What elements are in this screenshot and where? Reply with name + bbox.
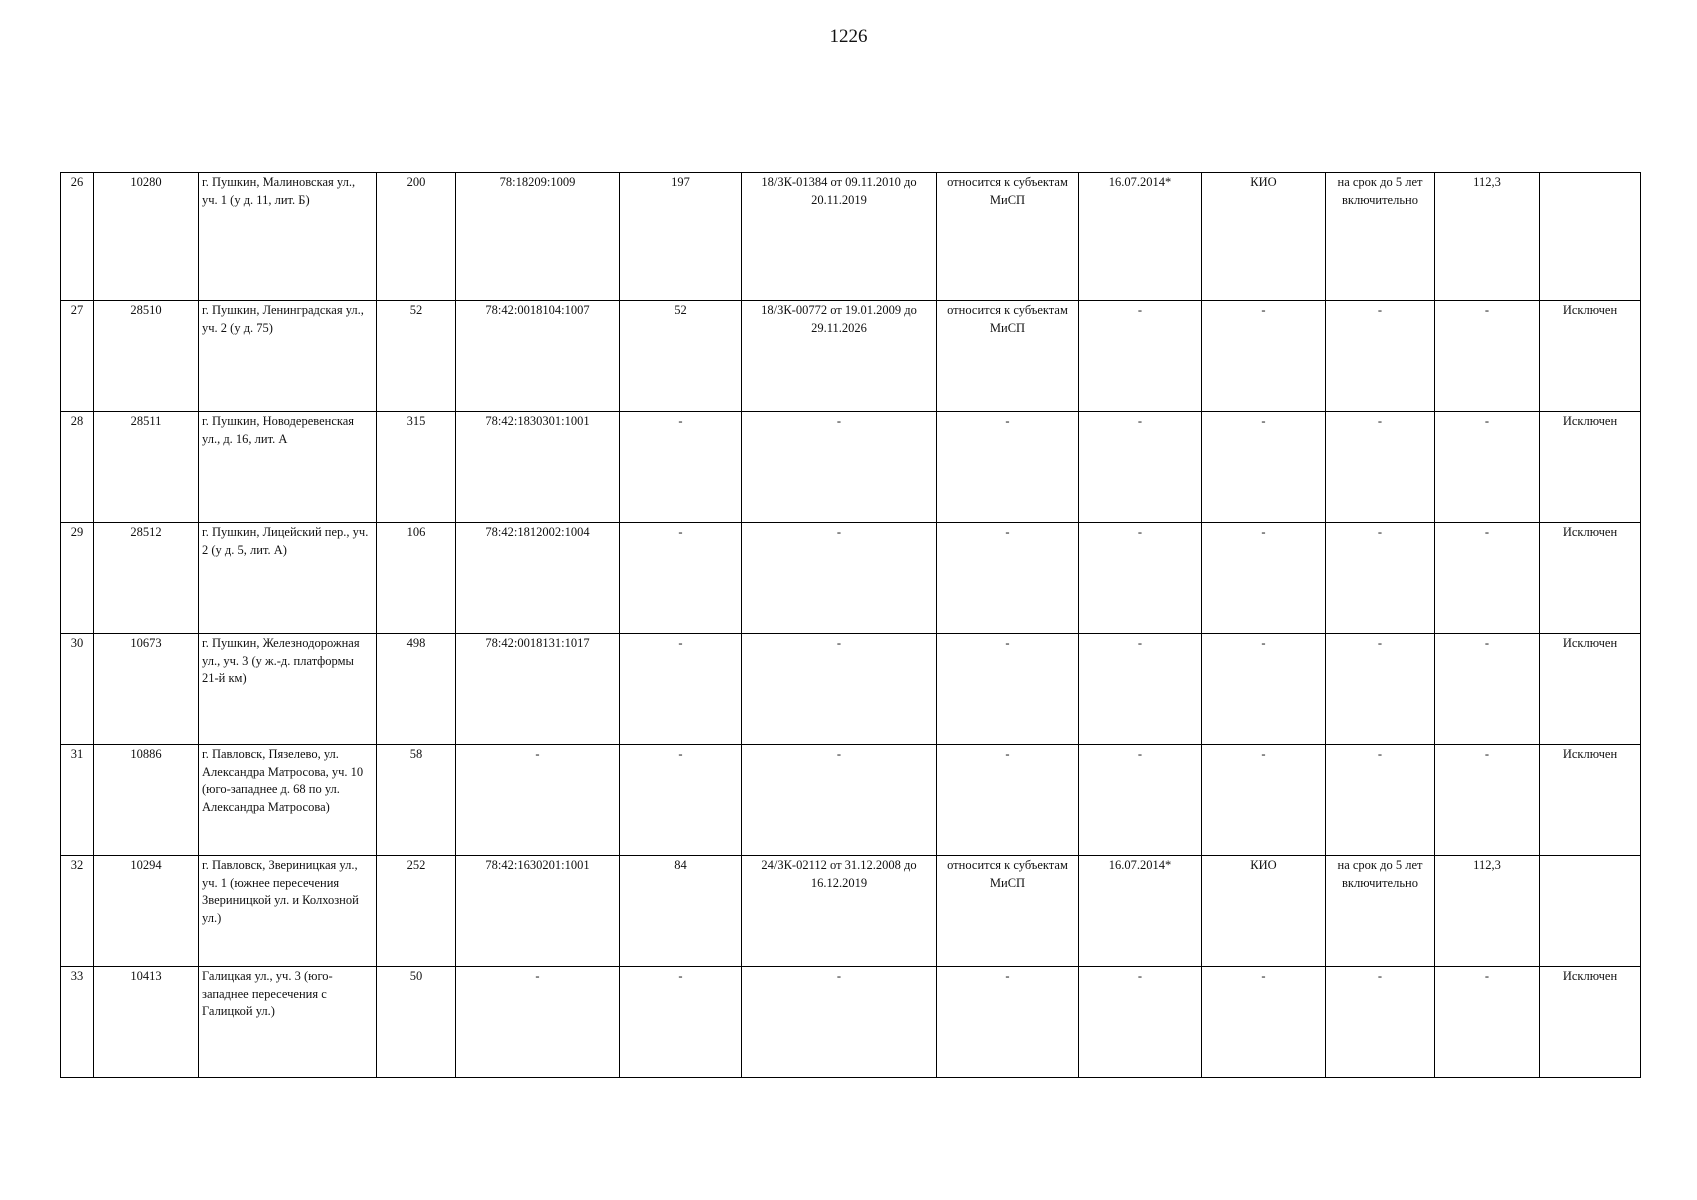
- address-cell: г. Павловск, Пязелево, ул. Александра Матросова, уч. 10 (юго-западнее д. 68 по ул. Александра Матросова): [199, 745, 377, 856]
- date-cell: -: [1079, 523, 1202, 634]
- cadastral-number-cell: 78:18209:1009: [456, 173, 620, 301]
- area-cell: 52: [377, 301, 456, 412]
- object-id-cell: 10413: [94, 967, 199, 1078]
- organization-cell: КИО: [1202, 173, 1326, 301]
- contract-cell: -: [742, 967, 937, 1078]
- term-cell: -: [1326, 412, 1435, 523]
- note-cell: Исключен: [1540, 523, 1641, 634]
- term-cell: -: [1326, 745, 1435, 856]
- note-cell: [1540, 173, 1641, 301]
- term-cell: -: [1326, 301, 1435, 412]
- category-cell: -: [937, 634, 1079, 745]
- leased-area-cell: 84: [620, 856, 742, 967]
- value-cell: -: [1435, 412, 1540, 523]
- organization-cell: -: [1202, 523, 1326, 634]
- table-row: [61, 634, 1641, 745]
- object-id-cell: 28512: [94, 523, 199, 634]
- term-cell: -: [1326, 967, 1435, 1078]
- address-cell: г. Пушкин, Ленинградская ул., уч. 2 (у д. 75): [199, 301, 377, 412]
- note-cell: Исключен: [1540, 745, 1641, 856]
- term-cell: -: [1326, 523, 1435, 634]
- contract-cell: 18/ЗК-00772 от 19.01.2009 до 29.11.2026: [742, 301, 937, 412]
- address-cell: Галицкая ул., уч. 3 (юго-западнее пересечения с Галицкой ул.): [199, 967, 377, 1078]
- leased-area-cell: -: [620, 523, 742, 634]
- table-row: [61, 173, 1641, 301]
- object-id-cell: 10294: [94, 856, 199, 967]
- area-cell: 200: [377, 173, 456, 301]
- leased-area-cell: -: [620, 745, 742, 856]
- cadastral-number-cell: -: [456, 745, 620, 856]
- leased-area-cell: 52: [620, 301, 742, 412]
- value-cell: -: [1435, 745, 1540, 856]
- object-id-cell: 28511: [94, 412, 199, 523]
- leased-area-cell: -: [620, 634, 742, 745]
- note-cell: Исключен: [1540, 301, 1641, 412]
- value-cell: 112,3: [1435, 173, 1540, 301]
- category-cell: относится к субъектам МиСП: [937, 856, 1079, 967]
- object-id-cell: 28510: [94, 301, 199, 412]
- category-cell: -: [937, 412, 1079, 523]
- note-cell: [1540, 856, 1641, 967]
- category-cell: -: [937, 745, 1079, 856]
- leased-area-cell: -: [620, 967, 742, 1078]
- area-cell: 498: [377, 634, 456, 745]
- row-number-cell: 27: [61, 301, 94, 412]
- address-cell: г. Пушкин, Малиновская ул., уч. 1 (у д. 11, лит. Б): [199, 173, 377, 301]
- date-cell: -: [1079, 412, 1202, 523]
- organization-cell: -: [1202, 967, 1326, 1078]
- term-cell: на срок до 5 лет включительно: [1326, 856, 1435, 967]
- value-cell: 112,3: [1435, 856, 1540, 967]
- table-row: [61, 856, 1641, 967]
- row-number-cell: 28: [61, 412, 94, 523]
- category-cell: -: [937, 967, 1079, 1078]
- date-cell: -: [1079, 301, 1202, 412]
- category-cell: относится к субъектам МиСП: [937, 173, 1079, 301]
- table-row: [61, 523, 1641, 634]
- page-number: 1226: [829, 26, 868, 47]
- organization-cell: -: [1202, 634, 1326, 745]
- note-cell: Исключен: [1540, 634, 1641, 745]
- row-number-cell: 30: [61, 634, 94, 745]
- row-number-cell: 31: [61, 745, 94, 856]
- organization-cell: -: [1202, 412, 1326, 523]
- term-cell: -: [1326, 634, 1435, 745]
- date-cell: -: [1079, 634, 1202, 745]
- address-cell: г. Павловск, Звериницкая ул., уч. 1 (южнее пересечения Звериницкой ул. и Колхозной ул.): [199, 856, 377, 967]
- note-cell: Исключен: [1540, 967, 1641, 1078]
- table-body: [61, 173, 1641, 1078]
- table-row: [61, 745, 1641, 856]
- row-number-cell: 33: [61, 967, 94, 1078]
- address-cell: г. Пушкин, Железнодорожная ул., уч. 3 (у ж.-д. платформы 21-й км): [199, 634, 377, 745]
- leased-area-cell: -: [620, 412, 742, 523]
- cadastral-number-cell: -: [456, 967, 620, 1078]
- row-number-cell: 26: [61, 173, 94, 301]
- value-cell: -: [1435, 634, 1540, 745]
- row-number-cell: 32: [61, 856, 94, 967]
- area-cell: 252: [377, 856, 456, 967]
- area-cell: 315: [377, 412, 456, 523]
- table-row: [61, 301, 1641, 412]
- cadastral-number-cell: 78:42:1830301:1001: [456, 412, 620, 523]
- table-row: [61, 967, 1641, 1078]
- address-cell: г. Пушкин, Новодеревенская ул., д. 16, лит. А: [199, 412, 377, 523]
- contract-cell: -: [742, 412, 937, 523]
- contract-cell: -: [742, 634, 937, 745]
- note-cell: Исключен: [1540, 412, 1641, 523]
- area-cell: 106: [377, 523, 456, 634]
- value-cell: -: [1435, 301, 1540, 412]
- contract-cell: -: [742, 745, 937, 856]
- object-id-cell: 10673: [94, 634, 199, 745]
- cadastral-number-cell: 78:42:0018104:1007: [456, 301, 620, 412]
- cadastral-number-cell: 78:42:1630201:1001: [456, 856, 620, 967]
- contract-cell: 24/ЗК-02112 от 31.12.2008 до 16.12.2019: [742, 856, 937, 967]
- row-number-cell: 29: [61, 523, 94, 634]
- date-cell: 16.07.2014*: [1079, 856, 1202, 967]
- area-cell: 50: [377, 967, 456, 1078]
- table-row: [61, 412, 1641, 523]
- contract-cell: -: [742, 523, 937, 634]
- contract-cell: 18/ЗК-01384 от 09.11.2010 до 20.11.2019: [742, 173, 937, 301]
- date-cell: -: [1079, 967, 1202, 1078]
- term-cell: на срок до 5 лет включительно: [1326, 173, 1435, 301]
- leased-area-cell: 197: [620, 173, 742, 301]
- organization-cell: -: [1202, 301, 1326, 412]
- date-cell: 16.07.2014*: [1079, 173, 1202, 301]
- value-cell: -: [1435, 523, 1540, 634]
- land-plots-table: [60, 172, 1641, 1078]
- category-cell: относится к субъектам МиСП: [937, 301, 1079, 412]
- date-cell: -: [1079, 745, 1202, 856]
- organization-cell: КИО: [1202, 856, 1326, 967]
- address-cell: г. Пушкин, Лицейский пер., уч. 2 (у д. 5, лит. А): [199, 523, 377, 634]
- value-cell: -: [1435, 967, 1540, 1078]
- area-cell: 58: [377, 745, 456, 856]
- cadastral-number-cell: 78:42:1812002:1004: [456, 523, 620, 634]
- object-id-cell: 10280: [94, 173, 199, 301]
- organization-cell: -: [1202, 745, 1326, 856]
- object-id-cell: 10886: [94, 745, 199, 856]
- cadastral-number-cell: 78:42:0018131:1017: [456, 634, 620, 745]
- category-cell: -: [937, 523, 1079, 634]
